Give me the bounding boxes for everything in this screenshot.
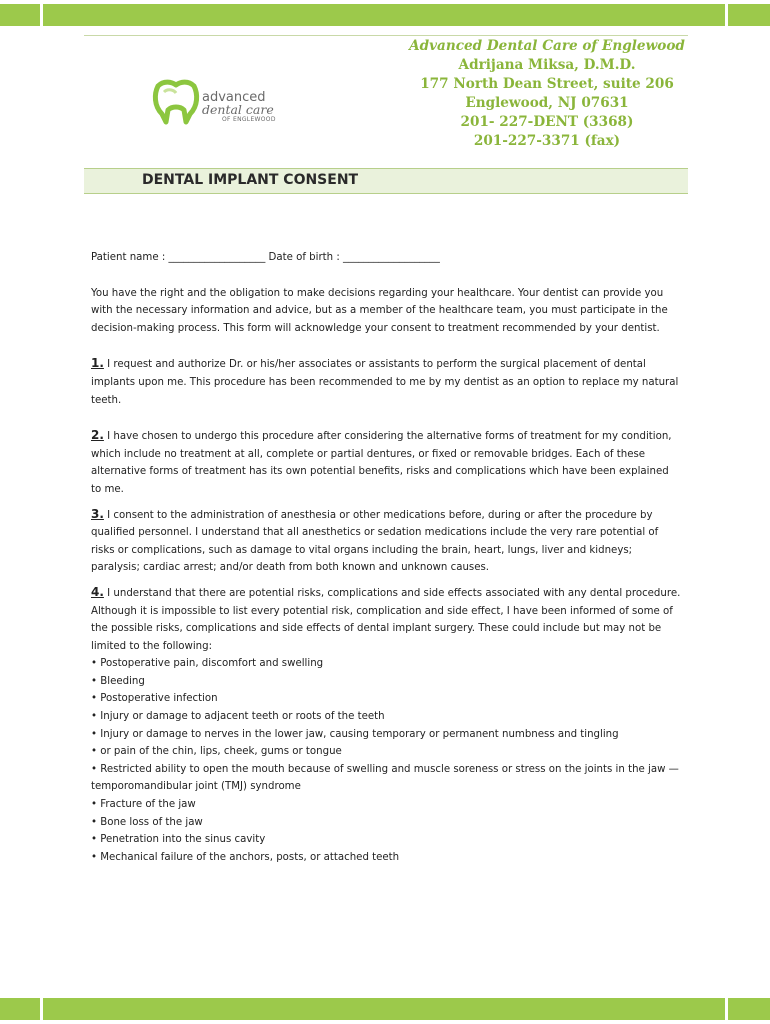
bottom-decorative-band bbox=[0, 998, 770, 1020]
letterhead bbox=[402, 37, 692, 151]
list-item: • Bone loss of the jaw bbox=[91, 816, 203, 828]
intro-paragraph: You have the right and the obligation to make decisions regarding your healthcare. Your dentist can provide you with the necessary information and advice, but as a member of the healthcare team, you must participate in the decision-making process. This form will acknowledge your consent to treatment recommended by your dentist. bbox=[91, 287, 668, 334]
city-address: Englewood, NJ 07631 bbox=[465, 95, 629, 111]
title-bar bbox=[84, 168, 688, 194]
street-address: 177 North Dean Street, suite 206 bbox=[420, 76, 674, 92]
page-title: DENTAL IMPLANT CONSENT bbox=[142, 172, 359, 188]
list-item: • Penetration into the sinus cavity bbox=[91, 834, 266, 846]
item-text: I understand that there are potential risks, complications and side effects associated with any dental procedure. Although it is impossible to list every potential risk, complication and side effect, I have been informed of some of the possible risks, complications and side effects of dental implant surgery. These could include but may not be limited to the following: bbox=[91, 587, 681, 652]
item-number: 4. bbox=[91, 584, 104, 599]
fax-number: 201-227-3371 (fax) bbox=[473, 133, 621, 149]
band-divider bbox=[40, 0, 43, 30]
top-decorative-band bbox=[0, 4, 770, 26]
item-number: 2. bbox=[91, 428, 104, 443]
list-item: • or pain of the chin, lips, cheek, gums or tongue bbox=[91, 746, 342, 758]
patient-fields-line: Patient name : ___________________ Date of birth : ___________________ bbox=[91, 252, 440, 263]
practice-name: Advanced Dental Care of Englewood bbox=[409, 38, 685, 54]
band-divider bbox=[725, 994, 728, 1024]
consent-item-4 bbox=[91, 584, 681, 655]
item-text: I have chosen to undergo this procedure after considering the alternative forms of treatment for my condition, which include no treatment at all, complete or partial dentures, or fixed or removable bridges. Each of these alternative forms of treatment has its own potential benefits, risks and complications which have been explained to me. bbox=[91, 431, 672, 495]
band-divider bbox=[40, 994, 43, 1024]
list-item: • Injury or damage to adjacent teeth or roots of the teeth bbox=[91, 711, 385, 723]
header-rule bbox=[84, 35, 688, 36]
list-item: • Injury or damage to nerves in the lower jaw, causing temporary or permanent numbness and tingling bbox=[91, 728, 619, 740]
list-item: • Postoperative infection bbox=[91, 693, 218, 705]
item-number: 1. bbox=[91, 356, 104, 371]
tooth-logo-icon bbox=[150, 76, 202, 126]
logo-line1: advanced bbox=[202, 90, 266, 105]
phone-number: 201- 227-DENT (3368) bbox=[460, 114, 634, 130]
logo-wordmark bbox=[202, 92, 276, 124]
consent-item-1 bbox=[91, 355, 681, 409]
practice-logo bbox=[150, 76, 290, 126]
band-divider bbox=[725, 0, 728, 30]
item-text: I consent to the administration of anesthesia or other medications before, during or after the procedure by qualified personnel. I understand that all anesthetics or sedation medications include the very rare potential of risks or complications, such as damage to vital organs including the brain, heart, lungs, liver and kidneys; paralysis; cardiac arrest; and/or death from both known and unknown causes. bbox=[91, 509, 659, 574]
logo-line3: OF ENGLEWOOD bbox=[222, 116, 276, 123]
doctor-name: Adrijana Miksa, D.M.D. bbox=[458, 57, 636, 73]
logo-line2: dental care bbox=[202, 102, 274, 117]
item-text: I request and authorize Dr. or his/her associates or assistants to perform the surgical placement of dental implants upon me. This procedure has been recommended to me by my dentist as an option to replace my natural teeth. bbox=[91, 359, 679, 406]
list-item: • Restricted ability to open the mouth because of swelling and muscle soreness or stress on the joints in the jaw — temporomandibular joint (TMJ) syndrome bbox=[91, 763, 679, 793]
list-item: • Fracture of the jaw bbox=[91, 799, 196, 811]
risk-list bbox=[91, 655, 681, 866]
list-item: • Mechanical failure of the anchors, posts, or attached teeth bbox=[91, 851, 400, 863]
item-number: 3. bbox=[91, 506, 104, 521]
list-item: • Bleeding bbox=[91, 675, 145, 687]
consent-item-2 bbox=[91, 427, 681, 498]
list-item: • Postoperative pain, discomfort and swelling bbox=[91, 658, 324, 670]
consent-item-3 bbox=[91, 506, 681, 577]
consent-body bbox=[91, 249, 681, 866]
